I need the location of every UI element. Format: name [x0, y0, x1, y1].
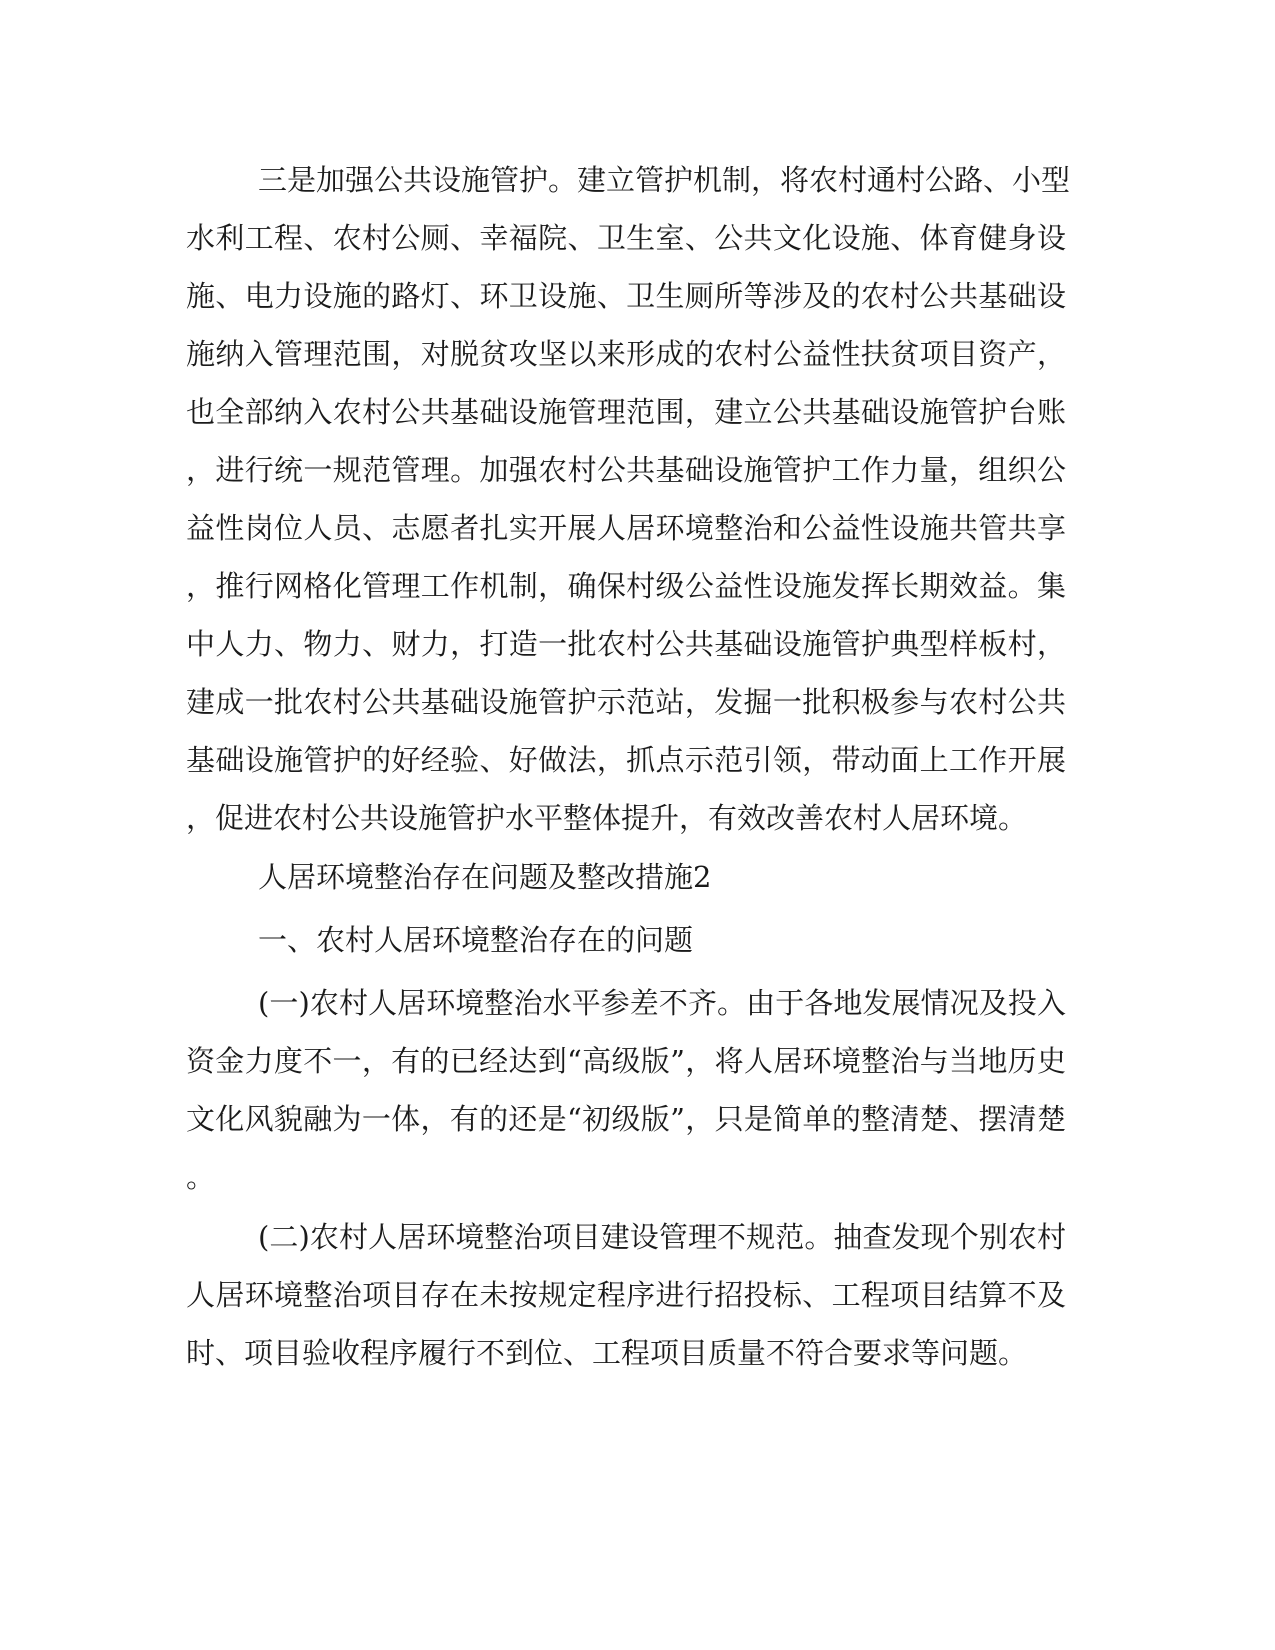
paragraph-line: 益性岗位人员、志愿者扎实开展人居环境整治和公益性设施共管共享 — [186, 511, 1066, 545]
paragraph-line: 时、项目验收程序履行不到位、工程项目质量不符合要求等问题。 — [186, 1336, 1028, 1370]
paragraph-line: 建成一批农村公共基础设施管护示范站，发掘一批积极参与农村公共 — [186, 685, 1066, 719]
paragraph-line: ，促进农村公共设施管护水平整体提升，有效改善农村人居环境。 — [186, 801, 1028, 835]
section-heading: 一、农村人居环境整治存在的问题 — [258, 923, 694, 957]
paragraph-line: 文化风貌融为一体，有的还是“初级版”，只是简单的整清楚、摆清楚 — [186, 1102, 1066, 1136]
paragraph-line: 也全部纳入农村公共基础设施管理范围，建立公共基础设施管护台账 — [186, 395, 1066, 429]
paragraph-line: 施纳入管理范围，对脱贫攻坚以来形成的农村公益性扶贫项目资产， — [186, 337, 1066, 371]
paragraph-line: 三是加强公共设施管护。建立管护机制，将农村通村公路、小型 — [258, 163, 1071, 197]
paragraph-line: 。 — [186, 1160, 216, 1194]
paragraph-line: 资金力度不一，有的已经达到“高级版”，将人居环境整治与当地历史 — [186, 1044, 1066, 1078]
paragraph-line: 施、电力设施的路灯、环卫设施、卫生厕所等涉及的农村公共基础设 — [186, 279, 1066, 313]
paragraph-line: 基础设施管护的好经验、好做法，抓点示范引领，带动面上工作开展 — [186, 743, 1066, 777]
paragraph-line: (一)农村人居环境整治水平参差不齐。由于各地发展情况及投入 — [258, 986, 1066, 1020]
paragraph-line: ，进行统一规范管理。加强农村公共基础设施管护工作力量，组织公 — [186, 453, 1066, 487]
paragraph-line: ，推行网格化管理工作机制，确保村级公益性设施发挥长期效益。集 — [186, 569, 1066, 603]
paragraph-line: (二)农村人居环境整治项目建设管理不规范。抽查发现个别农村 — [258, 1220, 1066, 1254]
paragraph-line: 人居环境整治项目存在未按规定程序进行招投标、工程项目结算不及 — [186, 1278, 1066, 1312]
paragraph-line: 中人力、物力、财力，打造一批农村公共基础设施管护典型样板村， — [186, 627, 1066, 661]
paragraph-line: 水利工程、农村公厕、幸福院、卫生室、公共文化设施、体育健身设 — [186, 221, 1066, 255]
section-heading: 人居环境整治存在问题及整改措施2 — [258, 860, 712, 894]
